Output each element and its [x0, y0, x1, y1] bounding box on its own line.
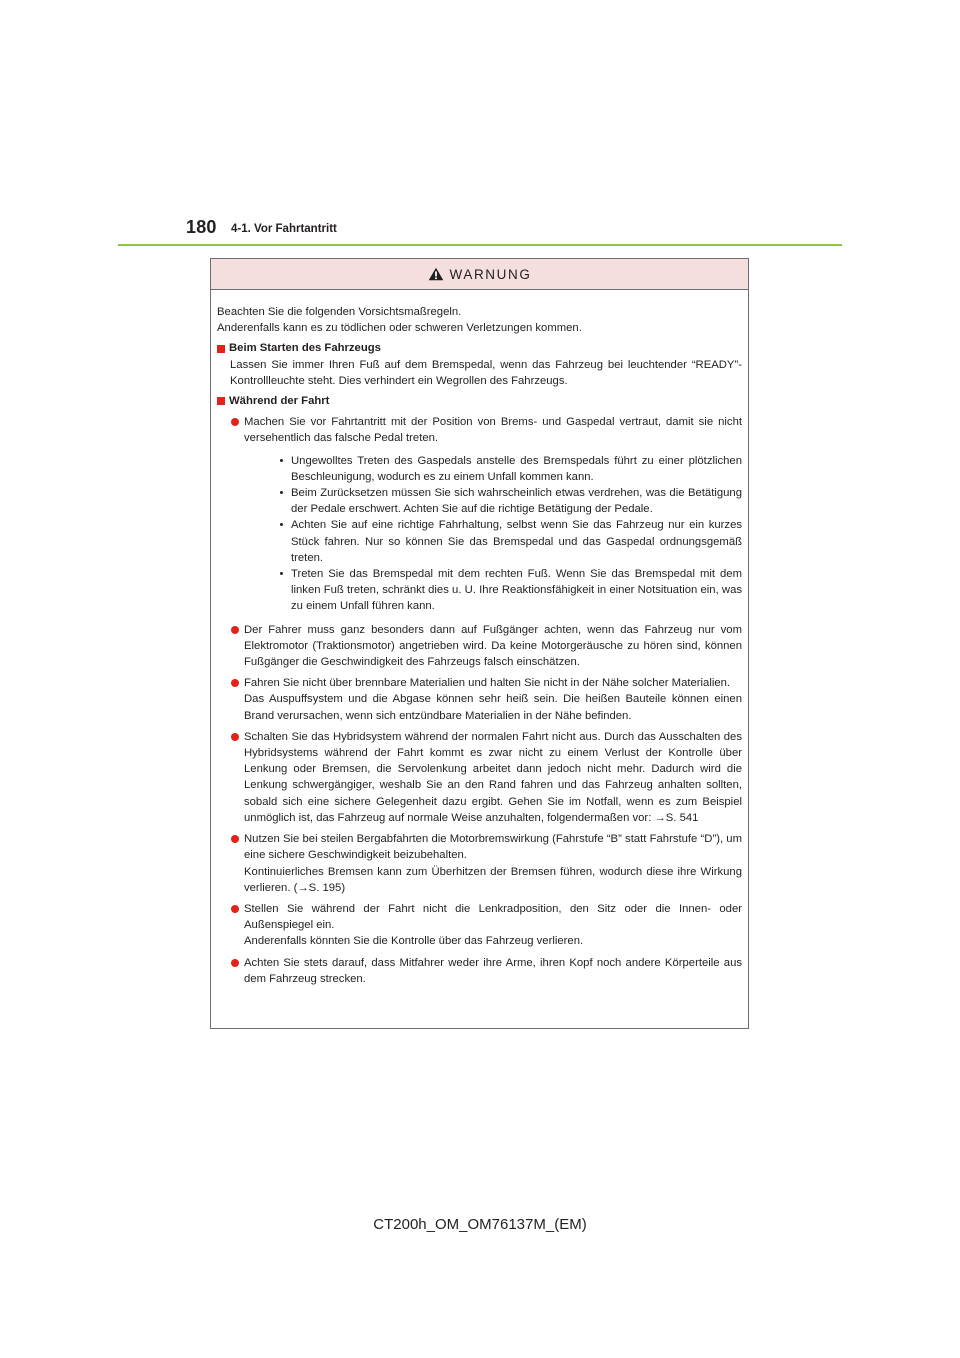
intro-line: Beachten Sie die folgenden Vorsichtsmaßregeln. — [217, 306, 462, 318]
bullet-text: Fahren Sie nicht über brennbare Materialien und halten Sie nicht in der Nähe solcher Materialien. — [244, 677, 731, 690]
sub-list-item — [277, 517, 742, 566]
sub-bullet-text: Ungewolltes Treten des Gaspedals anstelle des Bremspedals führt zu einer plötzlichen Beschleunigung, wodurch es zu einem Unfall kommen kann. — [291, 454, 742, 483]
list-item — [217, 955, 742, 987]
section-heading-starting — [217, 340, 742, 356]
square-bullet-icon — [217, 345, 225, 353]
circle-bullet-icon — [231, 679, 239, 687]
circle-bullet-icon — [231, 733, 239, 741]
sub-bullet-mark: • — [279, 519, 284, 532]
intro-line: Anderenfalls kann es zu tödlichen oder schweren Verletzungen kommen. — [217, 322, 582, 335]
bullet-extra-text: Anderenfalls könnten Sie die Kontrolle über das Fahrzeug verlieren. — [244, 935, 584, 948]
warning-box — [210, 258, 749, 1029]
sub-list — [277, 453, 742, 615]
heading-text: Beim Starten des Fahrzeugs — [229, 342, 381, 355]
starting-text: Lassen Sie immer Ihren Fuß auf dem Bremspedal, wenn das Fahrzeug bei leuchtender “READY”-Kontrollleuchte steht. Dies verhindert ein Wegrollen des Fahrzeugs. — [230, 358, 742, 387]
sub-bullet-mark: • — [279, 487, 284, 500]
sub-list-item — [277, 485, 742, 517]
list-item — [217, 622, 742, 671]
circle-bullet-icon — [231, 418, 239, 426]
list-item — [217, 831, 742, 896]
header-divider — [118, 244, 842, 246]
bullet-text: Machen Sie vor Fahrtantritt mit der Position von Brems- und Gaspedal vertraut, damit sie nicht versehentlich das falsche Pedal treten. — [244, 416, 742, 445]
circle-bullet-icon — [231, 835, 239, 843]
sub-list-item — [277, 453, 742, 485]
list-item — [217, 729, 742, 826]
document-code: CT200h_OM_OM76137M_(EM) — [373, 1216, 587, 1233]
bullet-text: Der Fahrer muss ganz besonders dann auf Fußgänger achten, wenn das Fahrzeug nur vom Elektromotor (Traktionsmotor) angetrieben wird. Da keine Motorgeräusche zu hören sind, können Fußgänger die Geschwindigkeit des Fahrzeugs falsch einschätzen. — [244, 623, 742, 669]
warning-triangle-icon — [428, 267, 444, 281]
square-bullet-icon — [217, 397, 225, 405]
bullet-text: Nutzen Sie bei steilen Bergabfahrten die Motorbremswirkung (Fahrstufe “B” statt Fahrstufe “D”), um eine sichere Geschwindigkeit beizubehalten. — [244, 833, 742, 862]
section-heading-driving — [217, 393, 742, 409]
warning-intro — [217, 304, 742, 336]
bullet-extra-text: Das Auspuffsystem und die Abgase können sehr heiß sein. Die heißen Bauteile können einen Brand verursachen, wenn sich entzündbare Materialien in der Nähe befinden. — [244, 693, 742, 722]
list-item — [217, 901, 742, 950]
circle-bullet-icon — [231, 959, 239, 967]
bullet-text: Schalten Sie das Hybridsystem während der normalen Fahrt nicht aus. Durch das Ausschalten des Hybridsystems während der Fahrt kommt es zwar nicht zu einem Verlust der Kontrolle über Lenkung oder Bremsen, die Servolenkung arbeitet dann jedoch nicht mehr. Dadurch wird die Lenkung schwergängiger, weshalb Sie an den Rand fahren und das Fahrzeug anhalten sollten, sobald sich eine sichere Gelegenheit dazu ergibt. Gehen Sie im Notfall, wenn es zum Beispiel unmöglich ist, das Fahrzeug auf normale Weise anzuhalten, folgendermaßen vor: →S. 541 — [244, 730, 742, 824]
list-item — [217, 675, 742, 724]
warning-title: WARNUNG — [449, 266, 532, 282]
bullet-extra-text: Kontinuierliches Bremsen kann zum Überhitzen der Bremsen führen, wodurch diese ihre Wirkung verlieren. (→S. 195) — [244, 865, 742, 894]
circle-bullet-icon — [231, 626, 239, 634]
sub-bullet-mark: • — [279, 454, 284, 467]
section-title: 4-1. Vor Fahrtantritt — [231, 223, 337, 235]
circle-bullet-icon — [231, 905, 239, 913]
sub-bullet-text: Achten Sie auf eine richtige Fahrhaltung, selbst wenn Sie das Fahrzeug nur ein kurzes Stück fahren. Nur so können Sie das Bremspedal und das Gaspedal ordnungsgemäß treten. — [291, 519, 742, 564]
list-item — [217, 414, 742, 616]
page-number: 180 — [186, 217, 217, 237]
sub-bullet-text: Beim Zurücksetzen müssen Sie sich wahrscheinlich etwas verdrehen, was die Betätigung der Pedale erschwert. Achten Sie auf die richtige Betätigung der Pedale. — [291, 487, 742, 516]
sub-list-item — [277, 566, 742, 615]
warning-header — [211, 259, 748, 290]
sub-bullet-mark: • — [279, 568, 284, 581]
bullet-text: Achten Sie stets darauf, dass Mitfahrer weder ihre Arme, ihren Kopf noch andere Körperteile aus dem Fahrzeug strecken. — [244, 956, 742, 985]
sub-bullet-text: Treten Sie das Bremspedal mit dem rechten Fuß. Wenn Sie das Bremspedal mit dem linken Fuß treten, schränkt dies u. U. Ihre Reaktionsfähigkeit in einer Notsituation ein, was zu einem Unfall führen kann. — [291, 568, 742, 613]
heading-text: Während der Fahrt — [229, 395, 330, 408]
warning-body — [211, 290, 748, 987]
bullet-text: Stellen Sie während der Fahrt nicht die Lenkradposition, den Sitz oder die Innen- oder Außenspiegel ein. — [244, 902, 742, 932]
